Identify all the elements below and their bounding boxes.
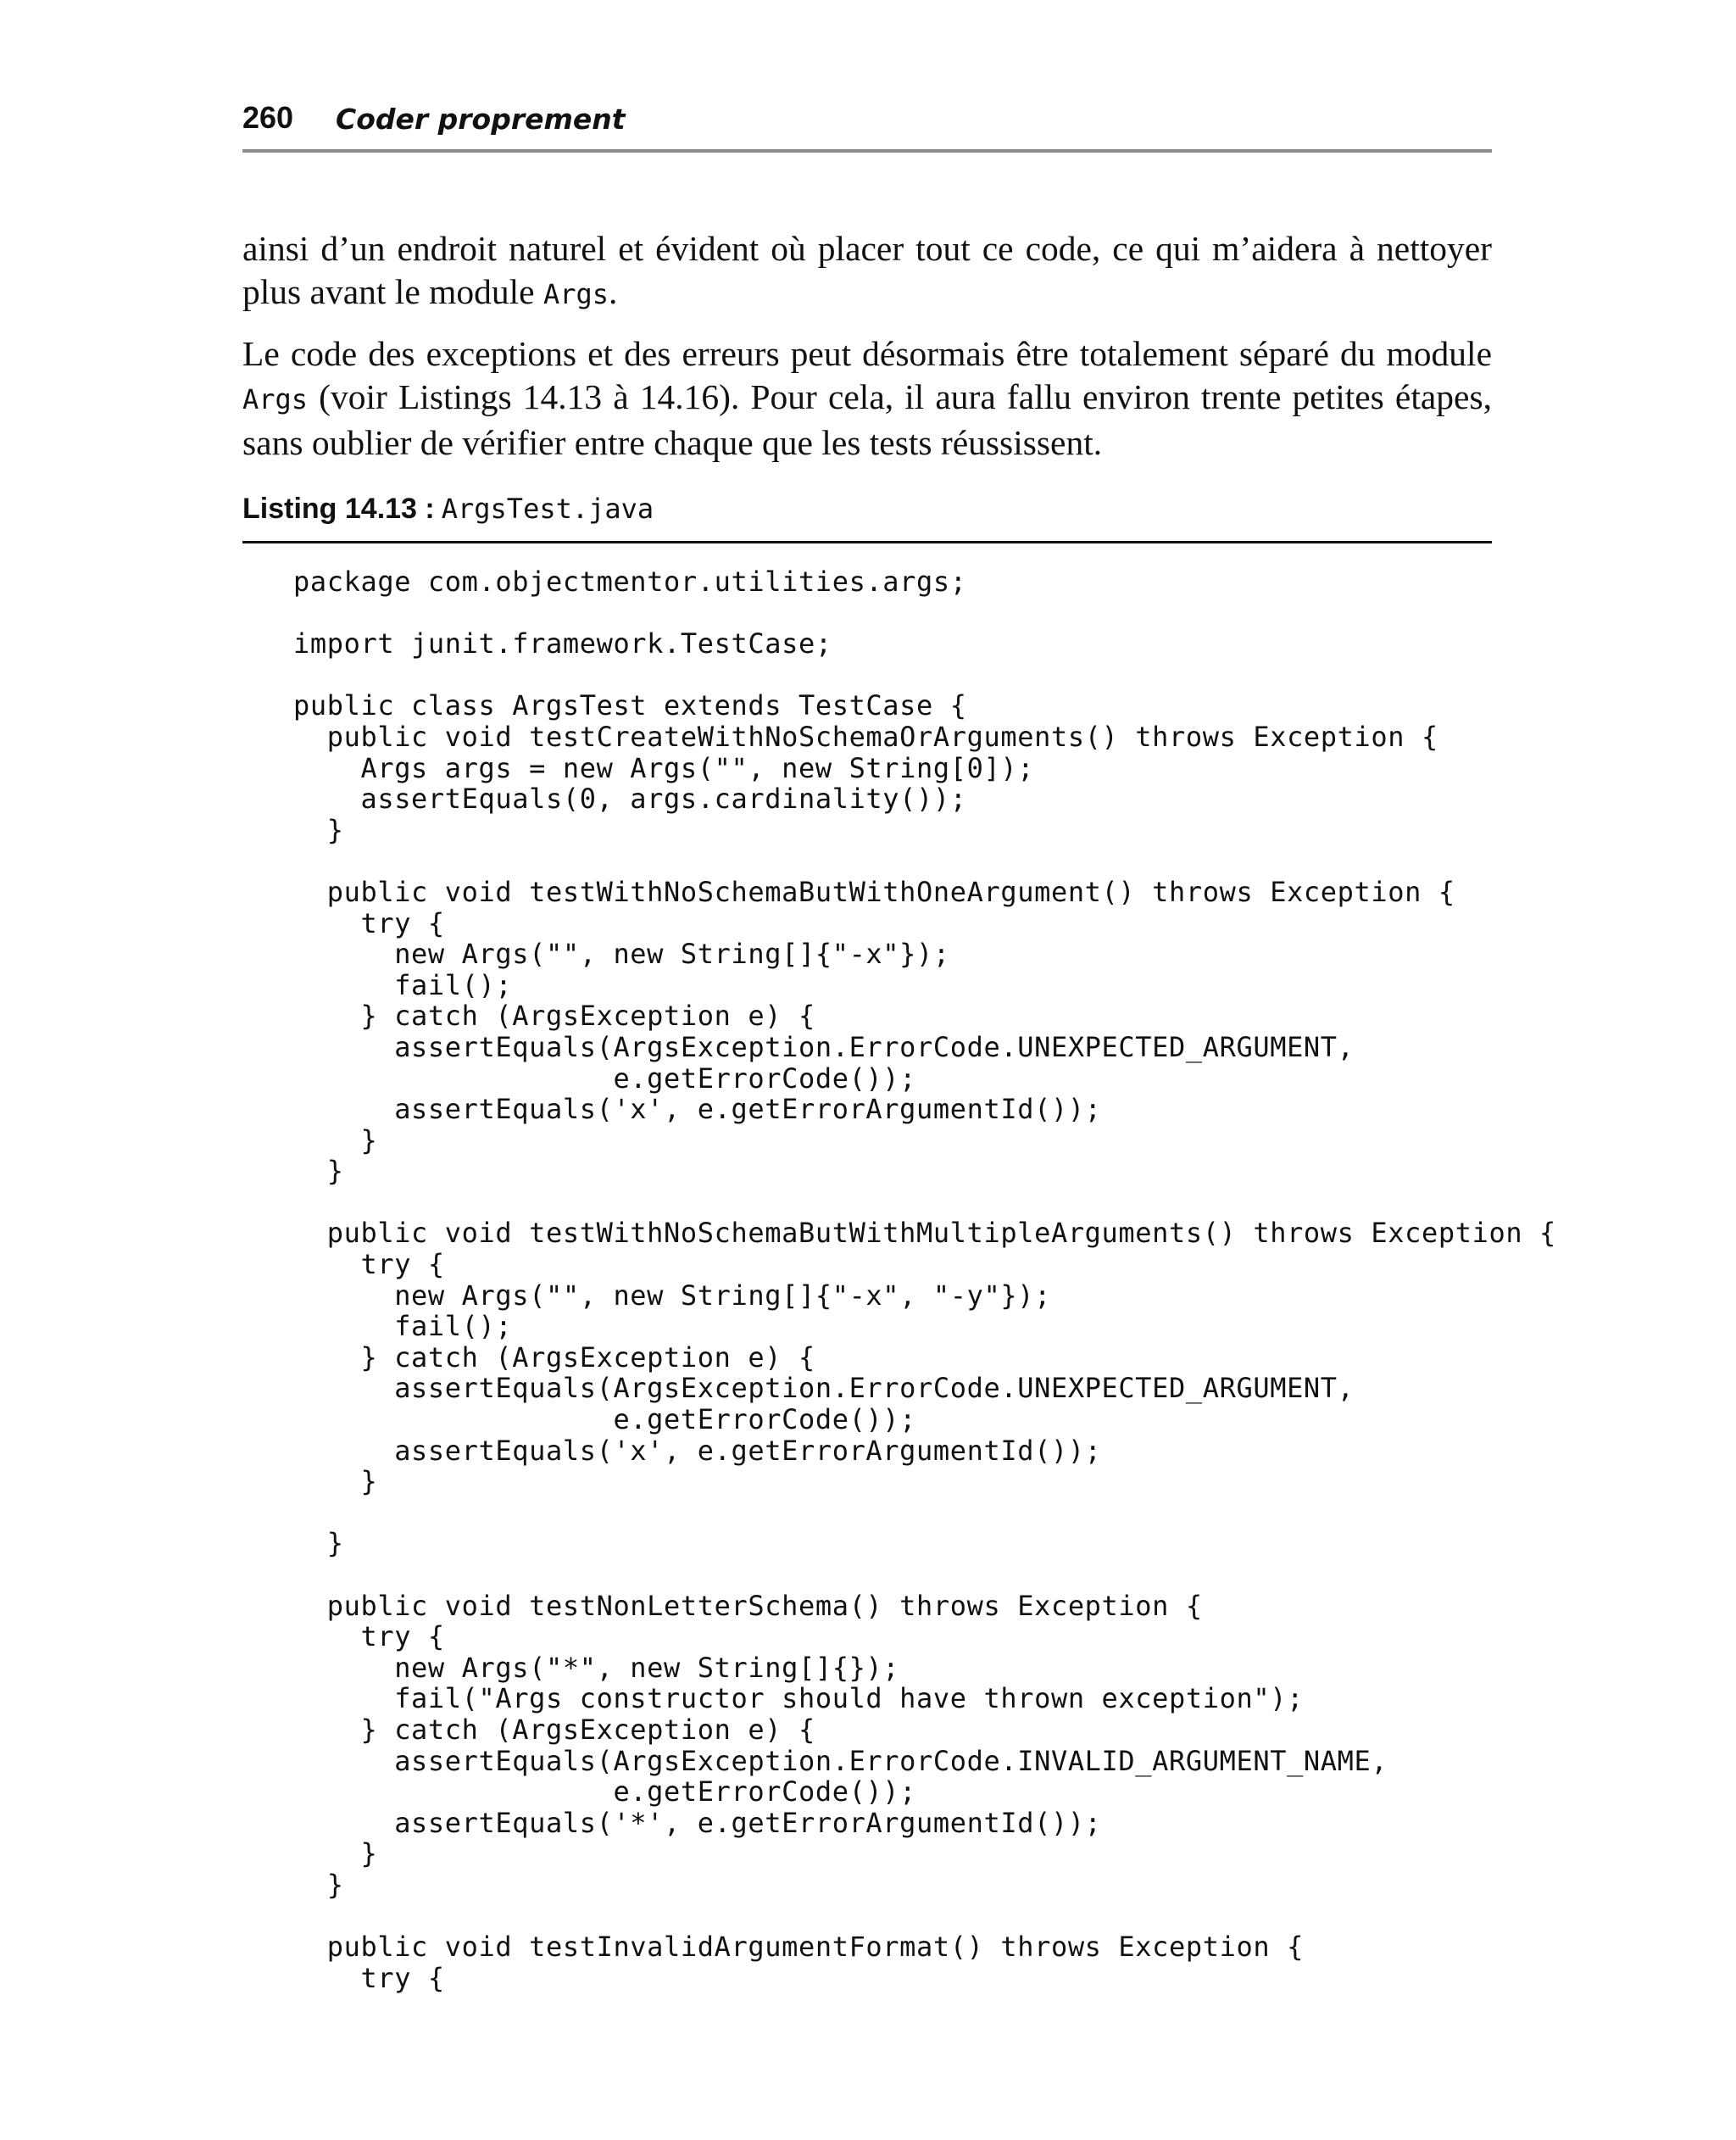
code-line: fail(); xyxy=(293,1310,513,1343)
code-line: new Args("", new String[]{"-x"}); xyxy=(293,938,950,971)
code-line: public void testNonLetterSchema() throws Exception { xyxy=(293,1589,1203,1622)
paragraph-1 xyxy=(242,227,1492,316)
code-line: e.getErrorCode()); xyxy=(293,1062,917,1095)
code-line: try { xyxy=(293,1248,445,1281)
paragraph-1-end: . xyxy=(609,272,618,311)
code-line: assertEquals('*', e.getErrorArgumentId()); xyxy=(293,1806,1102,1839)
listing-label: Listing 14.13 : xyxy=(242,493,435,525)
code-line: fail(); xyxy=(293,968,513,1001)
code-line: public void testWithNoSchemaButWithMultipleArguments() throws Exception { xyxy=(293,1217,1556,1250)
code-line: } xyxy=(293,1837,378,1870)
paragraph-2 xyxy=(242,332,1492,465)
code-line: assertEquals(ArgsException.ErrorCode.UNEXPECTED_ARGUMENT, xyxy=(293,1372,1355,1405)
code-line: } xyxy=(293,1123,378,1156)
code-line: assertEquals('x', e.getErrorArgumentId()); xyxy=(293,1093,1102,1126)
paragraph-1-text: ainsi d’un endroit naturel et évident où placer tout ce code, ce qui m’aidera à nettoyer plus avant le module xyxy=(242,229,1492,311)
code-line: assertEquals('x', e.getErrorArgumentId()); xyxy=(293,1434,1102,1467)
code-line: package com.objectmentor.utilities.args; xyxy=(293,566,967,598)
code-line xyxy=(293,598,1556,629)
code-listing xyxy=(293,566,1556,1993)
code-line: } catch (ArgsException e) { xyxy=(293,1000,815,1033)
code-line: try { xyxy=(293,1961,445,1994)
code-line xyxy=(293,1187,1556,1218)
listing-divider xyxy=(242,541,1492,543)
code-line: } xyxy=(293,1155,344,1188)
inline-code-args: Args xyxy=(242,383,309,415)
code-line: e.getErrorCode()); xyxy=(293,1403,917,1436)
code-line: public class ArgsTest extends TestCase { xyxy=(293,689,967,722)
code-line: } xyxy=(293,1868,344,1901)
page-header xyxy=(242,100,1492,153)
code-line xyxy=(293,660,1556,691)
code-line: new Args("", new String[]{"-x", "-y"}); xyxy=(293,1279,1051,1312)
code-line: } catch (ArgsException e) { xyxy=(293,1713,815,1746)
code-line xyxy=(293,845,1556,877)
code-line: import junit.framework.TestCase; xyxy=(293,627,832,660)
code-line: new Args("*", new String[]{}); xyxy=(293,1651,900,1684)
code-line xyxy=(293,1559,1556,1591)
listing-caption xyxy=(242,490,654,528)
code-line: e.getErrorCode()); xyxy=(293,1775,917,1808)
running-title: Coder proprement xyxy=(336,103,626,136)
code-line: try { xyxy=(293,1620,445,1653)
code-line: Args args = new Args("", new String[0]); xyxy=(293,751,1035,784)
code-line: } xyxy=(293,1527,344,1560)
code-line: fail("Args constructor should have thrown exception"); xyxy=(293,1682,1304,1715)
code-line: assertEquals(ArgsException.ErrorCode.INVALID_ARGUMENT_NAME, xyxy=(293,1744,1388,1777)
code-line: try { xyxy=(293,906,445,939)
code-line: } xyxy=(293,813,344,846)
code-line: public void testCreateWithNoSchemaOrArguments() throws Exception { xyxy=(293,720,1438,753)
code-line: } xyxy=(293,1465,378,1498)
page-number: 260 xyxy=(242,100,294,135)
code-line: public void testInvalidArgumentFormat() throws Exception { xyxy=(293,1931,1304,1964)
paragraph-2-end: (voir Listings 14.13 à 14.16). Pour cela, il aura fallu environ trente petites étapes, sans oublier de vérifier entre chaque que les tests réussissent. xyxy=(242,377,1492,462)
code-line xyxy=(293,1497,1556,1529)
code-line: assertEquals(ArgsException.ErrorCode.UNEXPECTED_ARGUMENT, xyxy=(293,1030,1355,1063)
code-line: assertEquals(0, args.cardinality()); xyxy=(293,783,967,816)
code-line: } catch (ArgsException e) { xyxy=(293,1340,815,1374)
code-line xyxy=(293,1901,1556,1932)
code-line: public void testWithNoSchemaButWithOneArgument() throws Exception { xyxy=(293,875,1455,908)
inline-code-args: Args xyxy=(542,278,609,310)
listing-filename: ArgsTest.java xyxy=(441,493,654,525)
paragraph-2-text: Le code des exceptions et des erreurs peut désormais être totalement séparé du module xyxy=(242,334,1492,373)
